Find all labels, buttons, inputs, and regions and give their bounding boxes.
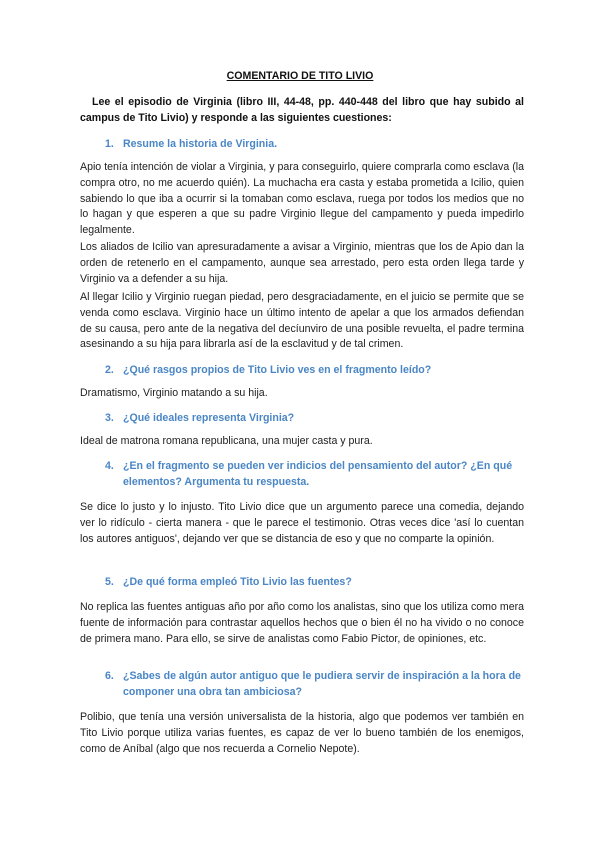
question-1 [105,136,523,152]
answer-1c [80,290,524,353]
answer-paragraph: Apio tenía intención de violar a Virginia, y para conseguirlo, quiere comprarla como esclava (la compra otro, no me acuerdo quién). La muchacha era casta y estaba prometida a Icilio, quien sabiendo lo que iba a ocurrir si la tomaban como esclava, ruega por todos los medios que no lo hagan y que esperen a que su padre Virginio llegue del campamento y pueda impedirlo legalmente. [80,161,524,237]
question-number: 4. [105,460,114,472]
answer-paragraph: Al llegar Icilio y Virginio ruegan piedad, pero desgraciadamente, en el juicio se permite que se venda como esclava. Virginio hace un último intento de apelar a que los armados defiendan de su causa, pero ante de la negativa del decíunviro de una posible revuelta, el padre termina asesinando a su hija para librarla así de la esclavitud y de tal crimen. [80,291,524,351]
answer-5 [80,600,524,647]
answer-1a [80,160,524,239]
answer-6 [80,710,524,757]
answer-4 [80,500,524,547]
question-text: ¿En el fragmento se pueden ver indicios del pensamiento del autor? ¿En qué elementos? Argumenta tu respuesta. [123,460,513,488]
question-number: 3. [105,412,114,424]
question-text: ¿Sabes de algún autor antiguo que le pudiera servir de inspiración a la hora de componer una obra tan ambiciosa? [123,670,521,698]
answer-paragraph: Se dice lo justo y lo injusto. Tito Livio dice que un argumento parece una comedia, dejando ver lo ridículo - cierta manera - que le parece el testimonio. Otras veces dice 'así lo cuentan los autores antiguos', dejando ver que se distancia de eso y que no comparte la opinión. [80,501,524,545]
answer-paragraph: Los aliados de Icilio van apresuradamente a avisar a Virginio, mientras que los de Apio dan la orden de retenerlo en el campamento, aunque sea arrestado, pero esta orden llega tarde y Virginio va a defender a su hija. [80,241,524,285]
question-number: 2. [105,364,114,376]
question-text: Resume la historia de Virginia. [123,138,278,150]
question-2 [105,362,523,378]
question-5 [105,574,523,590]
answer-3 [80,434,524,450]
answer-paragraph: Dramatismo, Virginio matando a su hija. [80,387,268,399]
question-3 [105,410,523,426]
question-number: 1. [105,138,114,150]
intro-paragraph: Lee el episodio de Virginia (libro III, 44-48, pp. 440-448 del libro que hay subido al campus de Tito Livio) y responde a las siguientes cuestiones: [80,96,524,124]
question-4 [105,458,523,490]
question-text: ¿Qué ideales representa Virginia? [123,412,295,424]
document-title: COMENTARIO DE TITO LIVIO [226,70,374,82]
answer-paragraph: Ideal de matrona romana republicana, una mujer casta y pura. [80,435,373,447]
answer-1b [80,240,524,287]
answer-paragraph: Polibio, que tenía una versión universalista de la historia, algo que podemos ver también en Tito Livio porque utiliza varias fuentes, es capaz de ver lo bueno también de los enemigos, como de Aníbal (algo que nos recuerda a Cornelio Nepote). [80,711,524,755]
answer-paragraph: No replica las fuentes antiguas año por año como los analistas, sino que los utiliza como mera fuente de información para contrastar aquellos hechos que o bien él no ha vivido o no conoce de primera mano. Para ello, se sirve de analistas como Fabio Pictor, de opiniones, etc. [80,601,524,645]
answer-2 [80,386,524,402]
question-text: ¿Qué rasgos propios de Tito Livio ves en el fragmento leído? [123,364,432,376]
question-number: 5. [105,576,114,588]
question-number: 6. [105,670,114,682]
question-6 [105,668,523,700]
question-text: ¿De qué forma empleó Tito Livio las fuentes? [123,576,352,588]
